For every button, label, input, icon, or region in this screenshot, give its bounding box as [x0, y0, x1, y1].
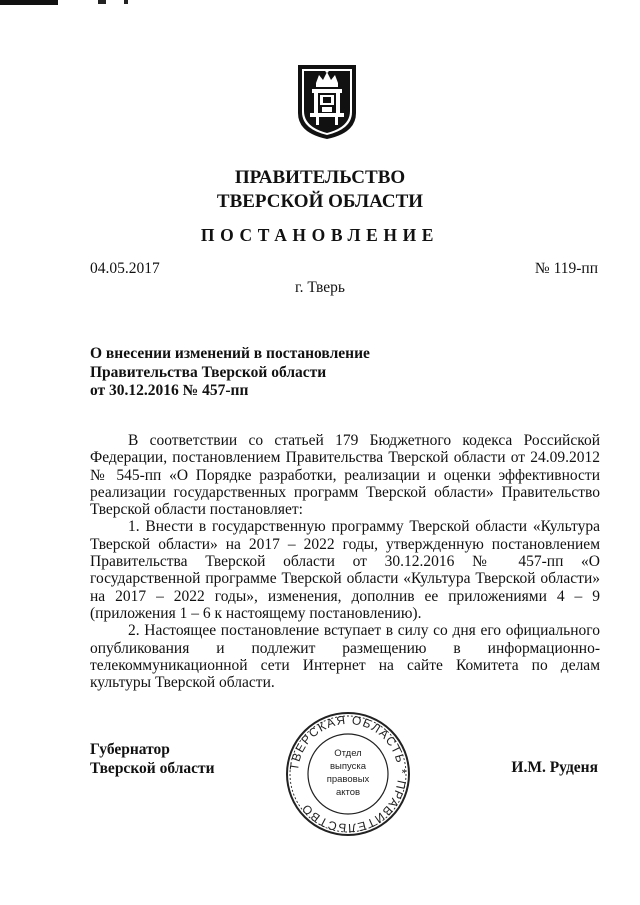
- scan-edge-mark: [0, 0, 58, 5]
- signatory-name: И.М. Руденя: [511, 759, 598, 776]
- signatory-position-line-2: Тверской области: [90, 759, 215, 777]
- document-body: [90, 432, 600, 691]
- stamp-line-1: Отдел: [334, 748, 362, 759]
- document-city: г. Тверь: [295, 279, 345, 296]
- subject-line-3: от 30.12.2016 № 457-пп: [90, 382, 249, 399]
- org-line-2: ТВЕРСКОЙ ОБЛАСТИ: [216, 191, 424, 212]
- document-subject: [90, 345, 420, 401]
- org-line-1: ПРАВИТЕЛЬСТВО: [234, 167, 406, 188]
- official-stamp: [284, 710, 412, 838]
- signatory-position-line-1: Губернатор: [90, 741, 170, 758]
- document-date: 04.05.2017: [90, 260, 160, 277]
- scan-edge-dot: [124, 0, 128, 4]
- body-preamble: В соответствии со статьей 179 Бюджетного кодекса Российской Федерации, постановлением Правительства Тверской области от 24.09.2012 № 545-пп «О Порядке разработки, реализации и оценки эффективности реализации государственных программ Тверской области» Правительство Тверской области постановляет:: [90, 432, 600, 519]
- subject-line-1: О внесении изменений в постановление: [90, 345, 370, 362]
- signatory-position: [90, 741, 215, 778]
- stamp-line-3: правовых: [326, 774, 370, 785]
- document-number: № 119-пп: [534, 260, 598, 277]
- organization-name: [0, 166, 640, 214]
- document-type: ПОСТАНОВЛЕНИЕ: [200, 225, 440, 245]
- body-item-1: 1. Внести в государственную программу Тверской области «Культура Тверской области» на 2017 – 2022 годы, утвержденную постановлением Правительства Тверской области от 30.12.2016 № 457-пп «О государственной программе Тверской области «Культура Тверской области» на 2017 – 2022 годы», изменения, дополнив ее приложениями 4 – 9 (приложения 1 – 6 к настоящему постановлению).: [90, 518, 600, 622]
- body-item-2: 2. Настоящее постановление вступает в силу со дня его официального опубликования и подлежит размещению в информационно-телекоммуникационной сети Интернет на сайте Комитета по делам культуры Тверской области.: [90, 622, 600, 692]
- stamp-ring-text: ТВЕРСКАЯ ОБЛАСТЬ * ПРАВИТЕЛЬСТВО: [287, 712, 410, 836]
- stamp-line-2: выпуска: [329, 761, 367, 772]
- subject-line-2: Правительства Тверской области: [90, 363, 327, 381]
- scan-edge-dot: [98, 0, 106, 4]
- tver-coat-of-arms-icon: [296, 63, 358, 141]
- stamp-line-4: актов: [335, 787, 361, 798]
